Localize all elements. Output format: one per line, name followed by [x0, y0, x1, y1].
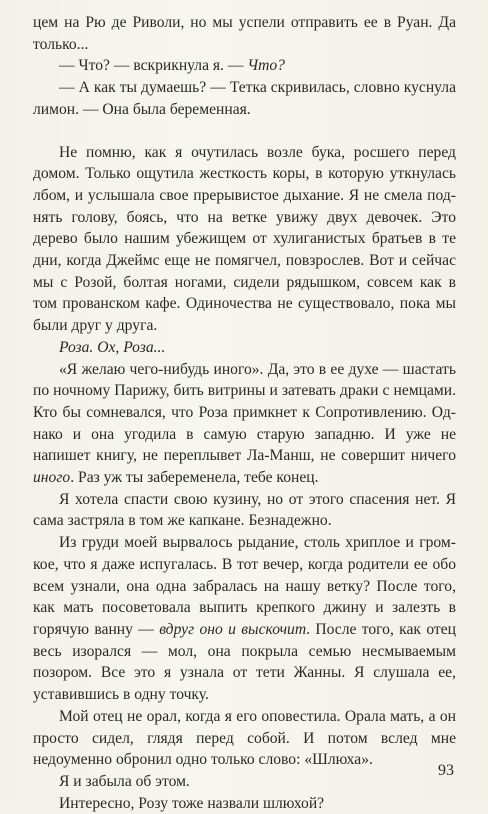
text-run: — А как ты думаешь? — Тетка скривилась, словно куснула лимон. — Она была беременная. [33, 79, 456, 118]
body-text [33, 12, 456, 814]
paragraph [33, 77, 456, 120]
paragraph [33, 489, 456, 532]
text-run: — Что? — вскрикнула я. — [59, 57, 248, 75]
paragraph [33, 337, 456, 359]
text-run: . После того, как отец весь изорался — мол, она покрыла семью несмываемым позором. Все это я узнала от тети Жанны. Я слушала ее, уставившись в одну точку. [33, 620, 456, 704]
paragraph [33, 532, 456, 706]
paragraph [33, 771, 456, 793]
text-run: Мой отец не орал, когда я его оповестила. Орала мать, а он просто сидел, глядя перед собой. И потом вслед мне недоуменно обронил одно только слово: «Шлюха». [33, 707, 456, 769]
paragraph [33, 359, 456, 489]
paragraph [33, 142, 456, 337]
paragraph [33, 55, 456, 77]
paragraph [33, 12, 456, 55]
text-run: цем на Рю де Риволи, но мы успели отправить ее в Руан. Да только... [33, 14, 456, 53]
italic-text: иного [33, 469, 71, 487]
text-run: Не помню, как я очутилась возле бука, росшего перед домом. Только ощутила жесткость коры, в которую уткнулась лбом, и услышала свое прерывистое дыхание. Я не смела поднять голову, боясь, что на ветке увижу двух девочек. Это дерево было нашим убежищем от хулиганистых братьев в те дни, когда Джеймс еще не помягчел, повзрослев. Вот и сейчас мы с Розой, болтая ногами, сидели рядышком, совсем как в том прованском кафе. Одиночества не существовало, пока мы были друг у друга. [33, 143, 456, 335]
italic-text: Роза. Ох, Роза... [59, 338, 166, 356]
page-number: 93 [438, 762, 454, 779]
paragraph [33, 706, 456, 771]
text-run: Интересно, Розу тоже назвали шлюхой? [59, 794, 325, 812]
text-run: Я хотела спасти свою кузину, но от этого спасения нет. Я сама застряла в том же капкане. Безнадежно. [33, 490, 456, 530]
paragraph [33, 793, 456, 814]
italic-text: Что? [247, 57, 285, 75]
text-run: «Я желаю чего-нибудь иного». Да, это в ее духе — шастать по ночному Парижу, бить витрины и затевать драки с немцами. Кто бы сомневался, что Роза примкнет к Сопротивлению. Однако и она угодила в самую старую западню. И уже не напишет книгу, не переплывет Ла-Манш, не совершит ничего [33, 360, 456, 465]
text-run: Из груди моей вырвалось рыдание, столь хриплое и громкое, что я даже испугалась. В тот вечер, когда родители ее обо всем узнали, она одна забралась на нашу ветку? После того, как мать посоветовала выпить крепкого джину и залезть в горячую ванну — [33, 534, 456, 638]
text-run: . Раз уж ты забеременела, тебе конец. [70, 469, 319, 487]
italic-text: вдруг оно и выскочит [159, 620, 307, 638]
text-run: Я и забыла об этом. [59, 772, 190, 790]
